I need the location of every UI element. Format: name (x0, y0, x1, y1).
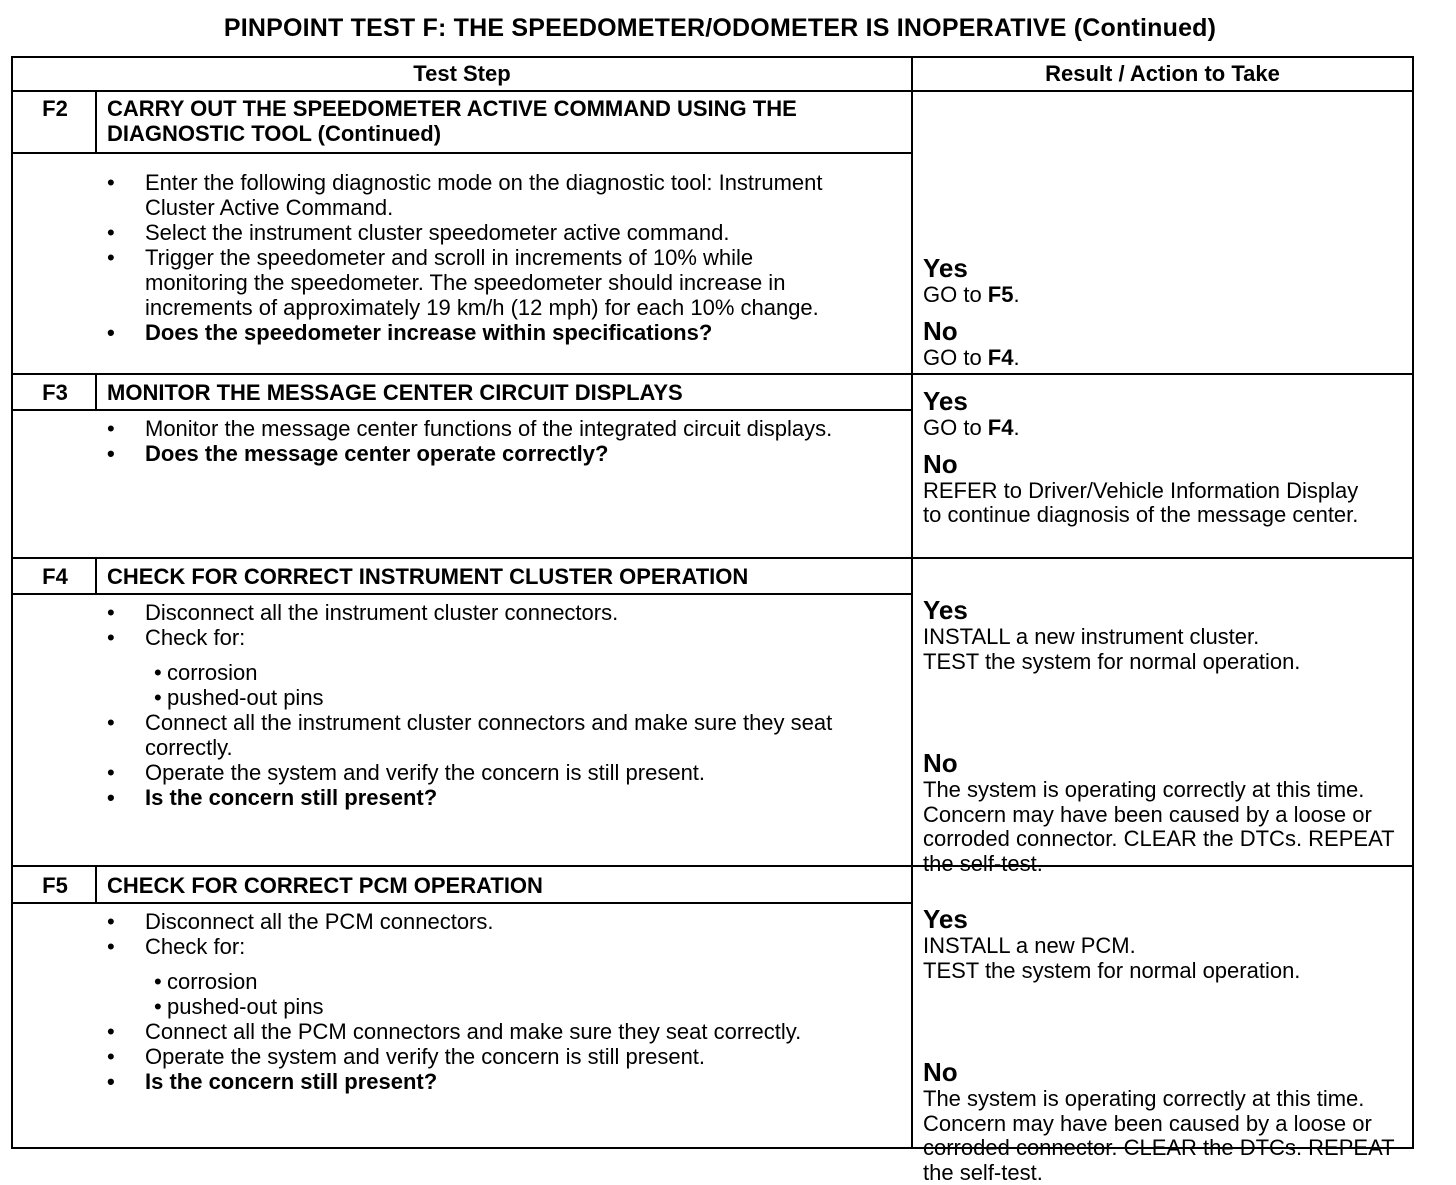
check-sub-item: • corrosion (107, 969, 897, 994)
instruction-question: • Does the message center operate correctly? (107, 441, 897, 466)
result-yes-action: INSTALL a new PCM. (923, 933, 1136, 958)
result-yes-action: TEST the system for normal operation. (923, 648, 1301, 674)
step-id: F2 (42, 96, 68, 121)
step-title: CARRY OUT THE SPEEDOMETER ACTIVE COMMAND USING THE DIAGNOSTIC TOOL (Continued) (107, 96, 797, 146)
instruction-question: • Does the speedometer increase within specifications? (107, 320, 897, 345)
goto-step-link[interactable]: F4 (987, 415, 1014, 440)
result-yes-action (923, 283, 1413, 308)
result-no-action (923, 346, 1413, 371)
result-no-action: The system is operating correctly at this time. Concern may have been caused by a loose or corroded connector. CLEAR the DTCs. REPEAT the self-test. (923, 777, 1395, 876)
instruction-item: • Trigger the speedometer and scroll in increments of 10% while monitoring the speedometer. The speedometer should increase in increments of approximately 19 km/h (12 mph) for each 10% change. (107, 245, 845, 320)
header-test-step: Test Step (413, 61, 511, 86)
action-text: GO to (923, 344, 988, 370)
instruction-item: • Select the instrument cluster speedometer active command. (107, 220, 897, 245)
action-text: GO to (923, 282, 988, 307)
result-yes-action: INSTALL a new instrument cluster. (923, 624, 1260, 649)
result-no-action: REFER to Driver/Vehicle Information Display to continue diagnosis of the message center. (923, 477, 1359, 527)
check-sub-item: • pushed-out pins (107, 685, 897, 710)
instruction-question: • Is the concern still present? (107, 1069, 897, 1094)
goto-step-link[interactable]: F4 (987, 344, 1014, 370)
action-text: . (1013, 282, 1020, 307)
instruction-question: • Is the concern still present? (107, 785, 897, 810)
instruction-item: • Operate the system and verify the concern is still present. (107, 760, 897, 785)
step-title: MONITOR THE MESSAGE CENTER CIRCUIT DISPLAYS (107, 380, 683, 405)
instruction-item: • Disconnect all the instrument cluster connectors. (107, 600, 897, 625)
check-sub-item: • corrosion (107, 660, 897, 685)
header-divider (13, 90, 1412, 92)
step-title: CHECK FOR CORRECT PCM OPERATION (107, 873, 543, 898)
step-title-divider (13, 409, 911, 411)
result-yes-label: Yes (923, 253, 968, 283)
result-yes-label: Yes (923, 595, 968, 625)
result-yes-action (923, 416, 1413, 441)
instruction-item: • Check for: (107, 934, 897, 959)
row-divider (13, 373, 1412, 375)
step-instructions (107, 170, 897, 345)
pinpoint-test-table (11, 56, 1414, 1185)
instruction-item: • Monitor the message center functions of the integrated circuit displays. (107, 416, 855, 441)
result-no-label: No (923, 1057, 958, 1087)
result-no-label: No (923, 448, 958, 479)
step-id: F5 (42, 873, 68, 898)
step-instructions (107, 416, 897, 466)
instruction-item: • Disconnect all the PCM connectors. (107, 909, 897, 934)
result-yes-action: TEST the system for normal operation. (923, 957, 1301, 983)
step-instructions (107, 600, 897, 810)
action-text: GO to (923, 415, 988, 440)
instruction-item: • Check for: (107, 625, 897, 650)
result-no-action: The system is operating correctly at this time. Concern may have been caused by a loose or corroded connector. CLEAR the DTCs. REPEAT the self-test. (923, 1086, 1395, 1185)
action-text: . (1013, 344, 1020, 370)
step-title-divider (13, 152, 911, 154)
result-no-label: No (923, 748, 958, 778)
instruction-item: • Connect all the instrument cluster connectors and make sure they seat correctly. (107, 710, 845, 760)
action-text: . (1013, 415, 1020, 440)
header-result: Result / Action to Take (1045, 61, 1280, 86)
step-result (923, 253, 1413, 370)
goto-step-link[interactable]: F5 (987, 282, 1014, 307)
instruction-item: • Operate the system and verify the concern is still present. (107, 1044, 897, 1069)
step-id: F4 (42, 564, 68, 589)
step-title-divider (13, 593, 911, 595)
step-result (923, 595, 1413, 876)
instruction-item: • Enter the following diagnostic mode on the diagnostic tool: Instrument Cluster Active Command. (107, 170, 897, 220)
step-title: CHECK FOR CORRECT INSTRUMENT CLUSTER OPERATION (107, 564, 749, 589)
instruction-item: • Connect all the PCM connectors and make sure they seat correctly. (107, 1019, 825, 1044)
row-divider (13, 557, 1412, 559)
result-yes-label: Yes (923, 904, 968, 934)
step-id: F3 (42, 380, 68, 405)
check-sub-item: • pushed-out pins (107, 994, 897, 1019)
step-result (923, 904, 1413, 1185)
step-title-divider (13, 902, 911, 904)
column-divider (911, 58, 913, 1147)
step-instructions (107, 909, 897, 1094)
page-title: PINPOINT TEST F: THE SPEEDOMETER/ODOMETER IS INOPERATIVE (Continued) (223, 14, 1217, 42)
result-no-label: No (923, 315, 958, 346)
step-result (923, 386, 1413, 528)
result-yes-label: Yes (923, 386, 968, 416)
